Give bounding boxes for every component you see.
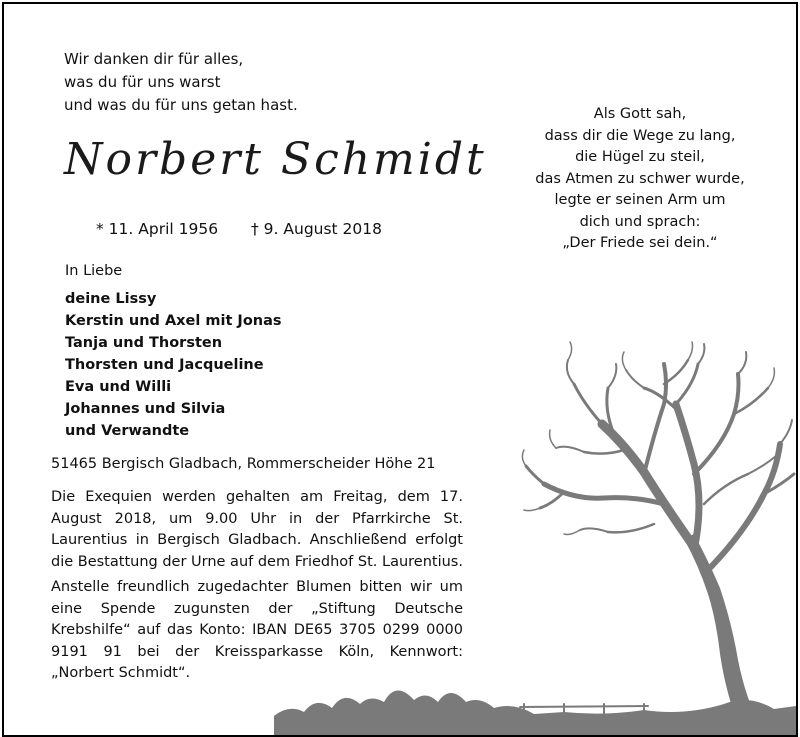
obituary-card xyxy=(2,2,798,737)
mourner: Kerstin und Axel mit Jonas xyxy=(65,313,282,329)
mourner: Thorsten und Jacqueline xyxy=(65,357,264,373)
fence xyxy=(520,704,648,718)
funeral-details: Die Exequien werden gehalten am Freitag, dem 17. August 2018, um 9.00 Uhr in der Pfarrkirche St. Laurentius in Bergisch Gladbach. Anschließend erfolgt die Bestattung der Urne auf dem Friedhof St. Laurentius. xyxy=(51,489,463,570)
verse-line: das Atmen zu schwer wurde, xyxy=(535,170,745,187)
deceased-name: Norbert Schmidt xyxy=(64,134,487,185)
verse-line: Als Gott sah, xyxy=(593,106,687,122)
verse-line: die Hügel zu steil, xyxy=(575,149,705,165)
intro-line: was du für uns warst xyxy=(64,73,221,91)
intro-line: Wir danken dir für alles, xyxy=(64,50,244,68)
donation-request: Anstelle freundlich zugedachter Blumen bitten wir um eine Spende zugunsten der „Stiftung Deutsche Krebshilfe“ auf das Konto: IBAN DE65 3705 0299 0000 9191 91 bei der Kreissparkasse Köln, Kennwort: „Norbert Schmidt“. xyxy=(51,579,463,681)
family-address: 51465 Bergisch Gladbach, Rommerscheider Höhe 21 xyxy=(51,456,436,472)
tree-branches xyxy=(522,342,794,574)
verse-line: „Der Friede sei dein.“ xyxy=(562,235,718,251)
verse-line: dich und sprach: xyxy=(579,213,701,230)
life-dates xyxy=(96,220,382,238)
intro-quote xyxy=(64,48,298,117)
mourners-list xyxy=(65,288,282,442)
ground-silhouette xyxy=(274,690,796,735)
death-date: † 9. August 2018 xyxy=(251,220,383,238)
tree-trunk xyxy=(684,534,762,730)
mourner: Johannes und Silvia xyxy=(65,401,226,417)
intro-line: und was du für uns getan hast. xyxy=(64,96,298,114)
mourner: Tanja und Thorsten xyxy=(65,335,223,351)
verse-line: legte er seinen Arm um xyxy=(554,192,726,208)
mourner: und Verwandte xyxy=(65,423,190,439)
in-love-label: In Liebe xyxy=(65,263,123,279)
verse-line: dass dir die Wege zu lang, xyxy=(544,127,736,144)
birth-date: * 11. April 1956 xyxy=(96,220,219,238)
mourner: Eva und Willi xyxy=(65,379,172,395)
memorial-verse xyxy=(504,104,776,255)
mourner: deine Lissy xyxy=(65,291,157,307)
